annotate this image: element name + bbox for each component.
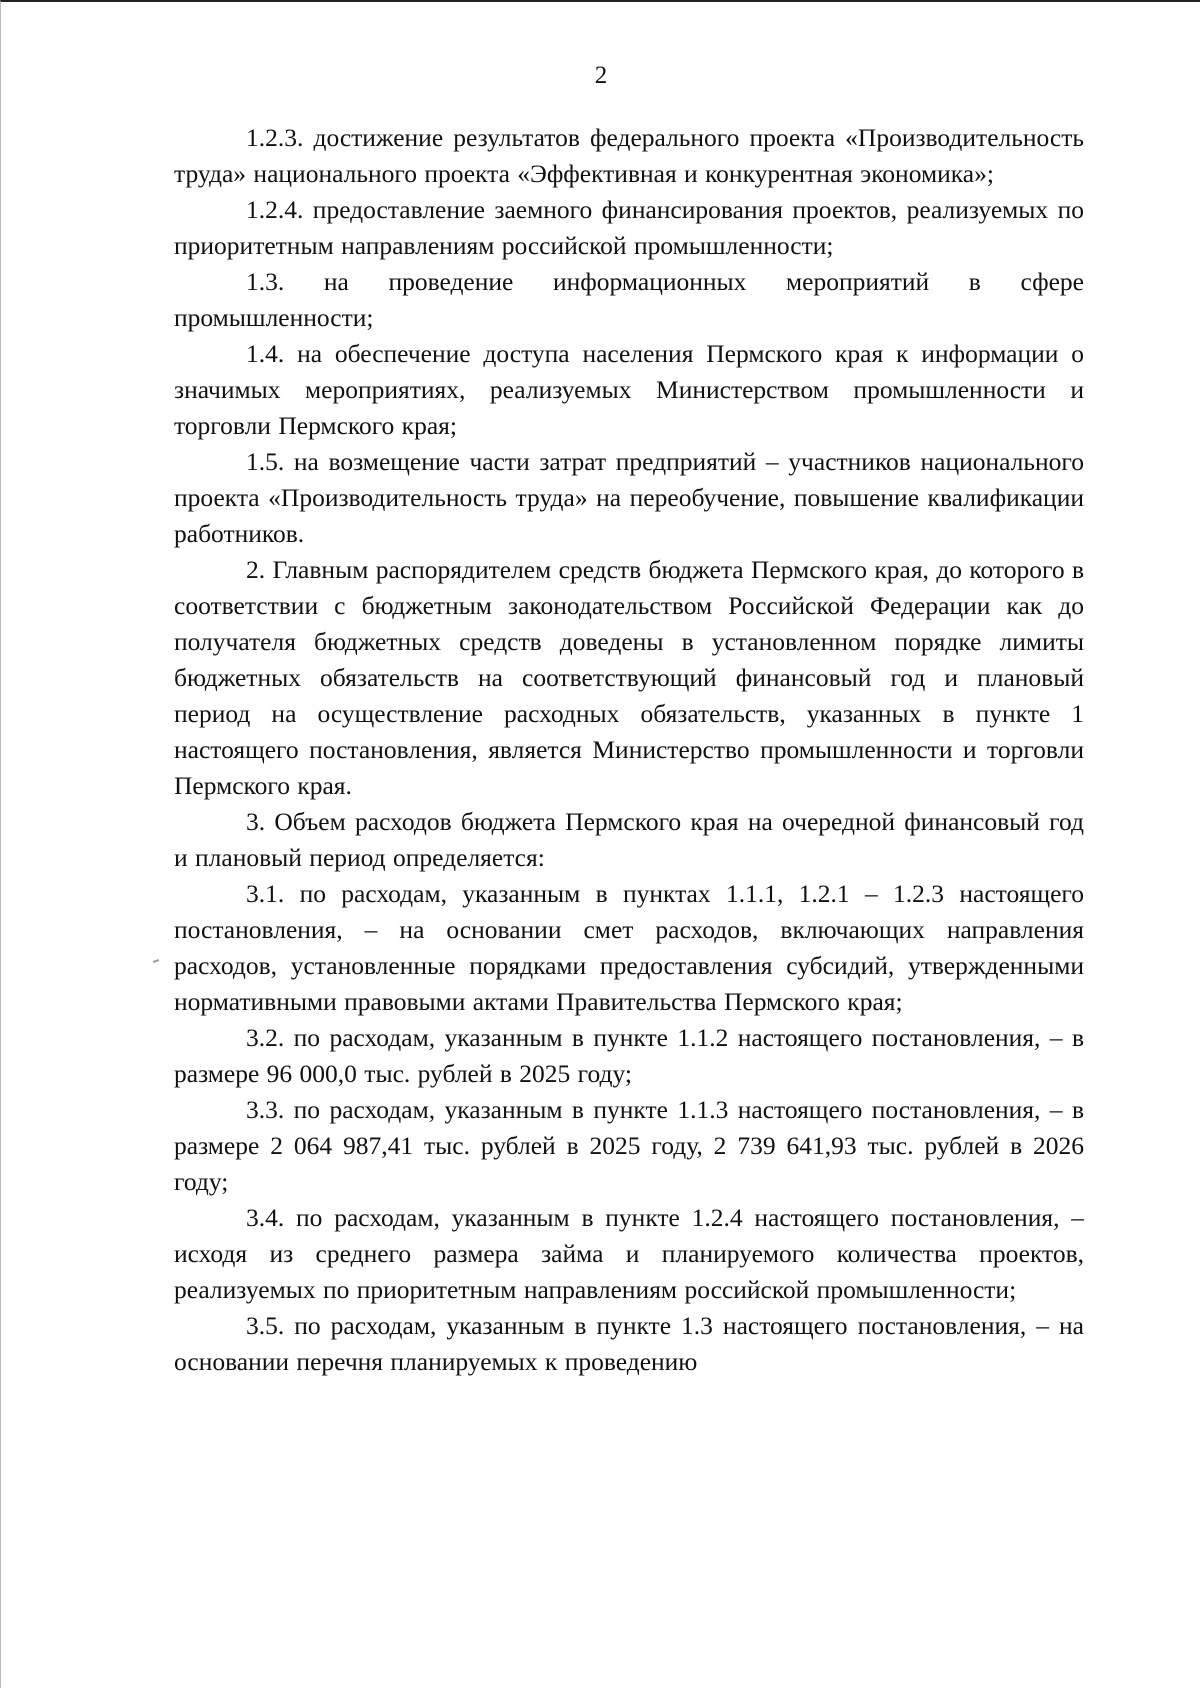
scan-artifact	[153, 959, 159, 963]
paragraph-1-2-3: 1.2.3. достижение результатов федерального проекта «Производительность труда» национального проекта «Эффективная и конкурентная экономика»;	[174, 123, 1084, 188]
paragraph-1-4: 1.4. на обеспечение доступа населения Пермского края к информации о значимых мероприятиях, реализуемых Министерством промышленности и торговли Пермского края;	[174, 339, 1084, 440]
paragraph-2: 2. Главным распорядителем средств бюджета Пермского края, до которого в соответствии с бюджетным законодательством Российской Федерации как до получателя бюджетных средств доведены в установленном порядке лимиты бюджетных обязательств на соответствующий финансовый год и плановый период на осуществление расходных обязательств, указанных в пункте 1 настоящего постановления, является Министерство промышленности и торговли Пермского края.	[174, 555, 1084, 800]
paragraph-3-4: 3.4. по расходам, указанным в пункте 1.2.4 настоящего постановления, – исходя из среднего размера займа и планируемого количества проектов, реализуемых по приоритетным направлениям российской промышленности;	[174, 1203, 1084, 1304]
document-body	[174, 120, 1084, 1380]
paragraph-3-2: 3.2. по расходам, указанным в пункте 1.1.2 настоящего постановления, – в размере 96 000,0 тыс. рублей в 2025 году;	[174, 1023, 1084, 1088]
paragraph-1-3: 1.3. на проведение информационных мероприятий в сфере промышленности;	[174, 267, 1084, 332]
paragraph-1-5: 1.5. на возмещение части затрат предприятий – участников национального проекта «Производительность труда» на переобучение, повышение квалификации работников.	[174, 447, 1084, 548]
paragraph-3-5: 3.5. по расходам, указанным в пункте 1.3 настоящего постановления, – на основании перечня планируемых к проведению	[174, 1311, 1084, 1376]
paragraph-3-3: 3.3. по расходам, указанным в пункте 1.1.3 настоящего постановления, – в размере 2 064 987,41 тыс. рублей в 2025 году, 2 739 641,93 тыс. рублей в 2026 году;	[174, 1095, 1084, 1196]
paragraph-1-2-4: 1.2.4. предоставление заемного финансирования проектов, реализуемых по приоритетным направлениям российской промышленности;	[174, 195, 1084, 260]
paragraph-3-1: 3.1. по расходам, указанным в пунктах 1.1.1, 1.2.1 – 1.2.3 настоящего постановления, – на основании смет расходов, включающих направления расходов, установленные порядками предоставления субсидий, утвержденными нормативными правовыми актами Правительства Пермского края;	[174, 879, 1084, 1016]
page-number: 2	[594, 62, 608, 89]
paragraph-3: 3. Объем расходов бюджета Пермского края на очередной финансовый год и плановый период определяется:	[174, 807, 1084, 872]
